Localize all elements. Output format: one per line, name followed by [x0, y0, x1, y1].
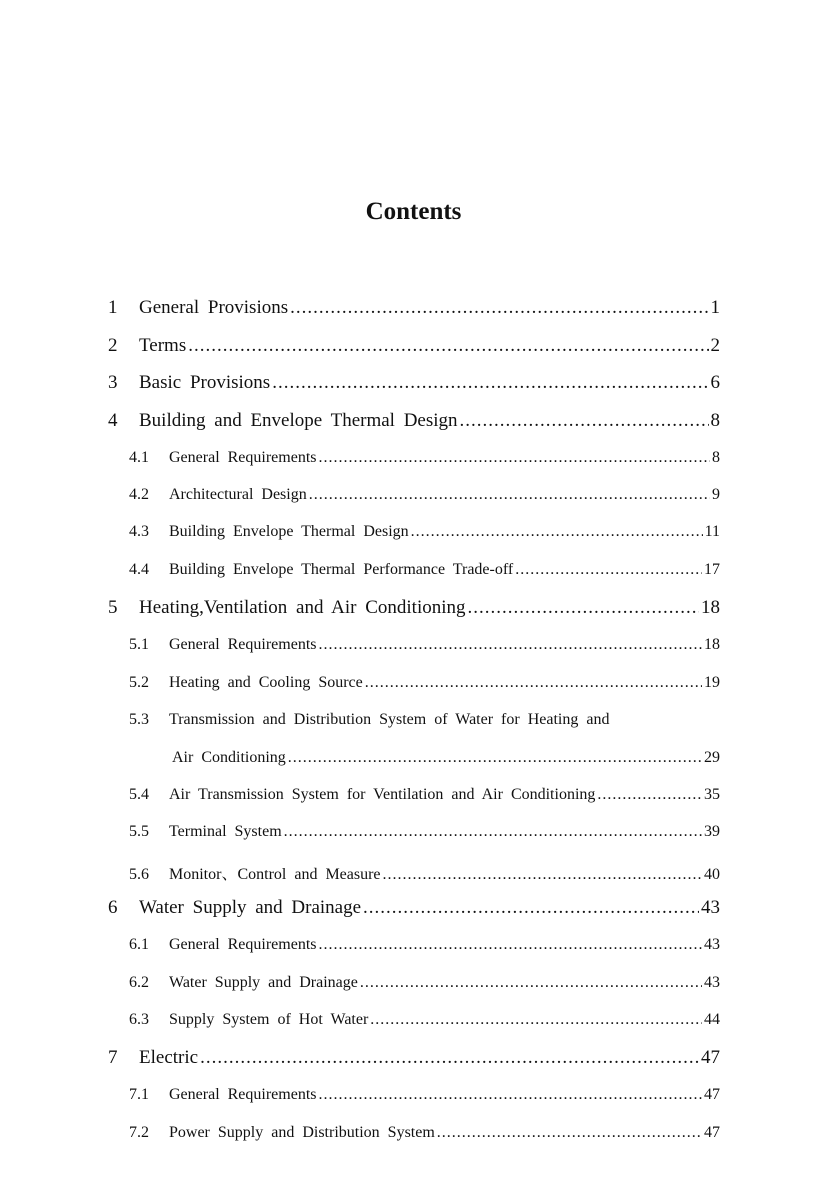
dot-leader: [188, 335, 708, 357]
section-number: 7: [108, 1047, 118, 1068]
section-title: Building and Envelope Thermal Design: [139, 410, 458, 431]
section-number: 5.4: [129, 786, 149, 803]
page-number: 47: [701, 1047, 720, 1068]
dot-leader: [360, 974, 702, 992]
section-title: Air Transmission System for Ventilation and Air Conditioning: [169, 786, 596, 803]
section-title: Water Supply and Drainage: [139, 897, 362, 918]
toc-entry[interactable]: [129, 936, 720, 954]
dot-leader: [288, 749, 702, 767]
toc-entry[interactable]: [108, 297, 720, 319]
section-title: Water Supply and Drainage: [169, 974, 358, 991]
page-number: 1: [710, 297, 720, 318]
section-title: General Requirements: [169, 449, 317, 466]
dot-leader: [309, 486, 710, 504]
toc-entry[interactable]: [129, 523, 720, 541]
section-title: Electric: [139, 1047, 199, 1068]
section-title: Heating,Ventilation and Air Conditioning: [139, 597, 466, 618]
section-title: Terms: [139, 335, 187, 356]
page-number: 9: [712, 486, 720, 503]
section-number: 6.1: [129, 936, 149, 953]
page-number: 44: [704, 1011, 720, 1028]
dot-leader: [319, 449, 711, 467]
section-title: General Requirements: [169, 936, 317, 953]
dot-leader: [272, 372, 708, 394]
section-title: Power Supply and Distribution System: [169, 1124, 435, 1141]
toc-entry[interactable]: [108, 897, 720, 919]
dot-leader: [319, 636, 703, 654]
page-number: 39: [704, 823, 720, 840]
dot-leader: [363, 897, 699, 919]
dot-leader: [200, 1047, 699, 1069]
page-number: 47: [704, 1124, 720, 1141]
page-number: 8: [710, 410, 720, 431]
section-number: 1: [108, 297, 118, 318]
section-number: 7.2: [129, 1124, 149, 1141]
section-title: Building Envelope Thermal Design: [169, 523, 409, 540]
dot-leader: [411, 523, 703, 541]
page-number: 29: [704, 749, 720, 766]
toc-entry[interactable]: [129, 861, 720, 884]
page-number: 8: [712, 449, 720, 466]
section-number: 6: [108, 897, 118, 918]
page-number: 19: [704, 674, 720, 691]
dot-leader: [437, 1124, 702, 1142]
dot-leader: [468, 597, 699, 619]
page-title: Contents: [365, 198, 462, 225]
section-number: 2: [108, 335, 118, 356]
page-number: 47: [704, 1086, 720, 1103]
section-title: General Requirements: [169, 1086, 317, 1103]
toc-entry-continuation[interactable]: [172, 749, 720, 767]
dot-leader: [515, 561, 702, 579]
section-number: 5.5: [129, 823, 149, 840]
page-number: 17: [704, 561, 720, 578]
toc-entry[interactable]: [108, 372, 720, 394]
dot-leader: [284, 823, 702, 841]
section-title: General Requirements: [169, 636, 317, 653]
toc-entry[interactable]: [108, 410, 720, 432]
section-title: Transmission and Distribution System of Water for Heating and: [169, 711, 610, 728]
section-number: 6.2: [129, 974, 149, 991]
section-title: Basic Provisions: [139, 372, 271, 393]
page-number: 40: [704, 866, 720, 883]
toc-entry[interactable]: [108, 335, 720, 357]
toc-entry[interactable]: [129, 711, 720, 729]
section-number: 5.2: [129, 674, 149, 691]
section-number: 4.3: [129, 523, 149, 540]
page-number: 6: [710, 372, 720, 393]
section-title: Terminal System: [169, 823, 282, 840]
toc-entry[interactable]: [129, 823, 720, 841]
toc-entry[interactable]: [129, 561, 720, 579]
dot-leader: [370, 1011, 702, 1029]
section-title: Supply System of Hot Water: [169, 1011, 369, 1028]
dot-leader: [460, 410, 709, 432]
page-number: 43: [701, 897, 720, 918]
toc-entry[interactable]: [129, 674, 720, 692]
toc-entry[interactable]: [129, 486, 720, 504]
dot-leader: [319, 1086, 703, 1104]
section-title: Architectural Design: [169, 486, 307, 503]
toc-entry[interactable]: [108, 597, 720, 619]
page-number: 2: [710, 335, 720, 356]
toc-entry[interactable]: [129, 1124, 720, 1142]
section-number: 6.3: [129, 1011, 149, 1028]
section-number: 5: [108, 597, 118, 618]
toc-entry[interactable]: [129, 636, 720, 654]
toc-entry[interactable]: [129, 786, 720, 804]
page-number: 11: [704, 523, 720, 540]
dot-leader: [383, 866, 702, 884]
section-title: Heating and Cooling Source: [169, 674, 363, 691]
section-title: Monitor、Control and Measure: [169, 866, 381, 883]
dot-leader: [290, 297, 708, 319]
section-number: 4: [108, 410, 118, 431]
section-number: 4.4: [129, 561, 149, 578]
section-number: 5.6: [129, 866, 149, 883]
page-number: 18: [701, 597, 720, 618]
page-number: 18: [704, 636, 720, 653]
toc-entry[interactable]: [129, 1011, 720, 1029]
section-number: 4.2: [129, 486, 149, 503]
toc-entry[interactable]: [129, 449, 720, 467]
section-number: 4.1: [129, 449, 149, 466]
page-number: 43: [704, 974, 720, 991]
toc-entry[interactable]: [108, 1047, 720, 1069]
section-number: 5.1: [129, 636, 149, 653]
page-number: 43: [704, 936, 720, 953]
page-number: 35: [704, 786, 720, 803]
section-number: 3: [108, 372, 118, 393]
section-title: Building Envelope Thermal Performance Trade-off: [169, 561, 514, 578]
section-number: 5.3: [129, 711, 149, 728]
section-title: Air Conditioning: [172, 749, 286, 766]
dot-leader: [365, 674, 702, 692]
section-number: 7.1: [129, 1086, 149, 1103]
dot-leader: [597, 786, 702, 804]
dot-leader: [319, 936, 703, 954]
section-title: General Provisions: [139, 297, 289, 318]
toc-entry[interactable]: [129, 974, 720, 992]
toc-entry[interactable]: [129, 1086, 720, 1104]
